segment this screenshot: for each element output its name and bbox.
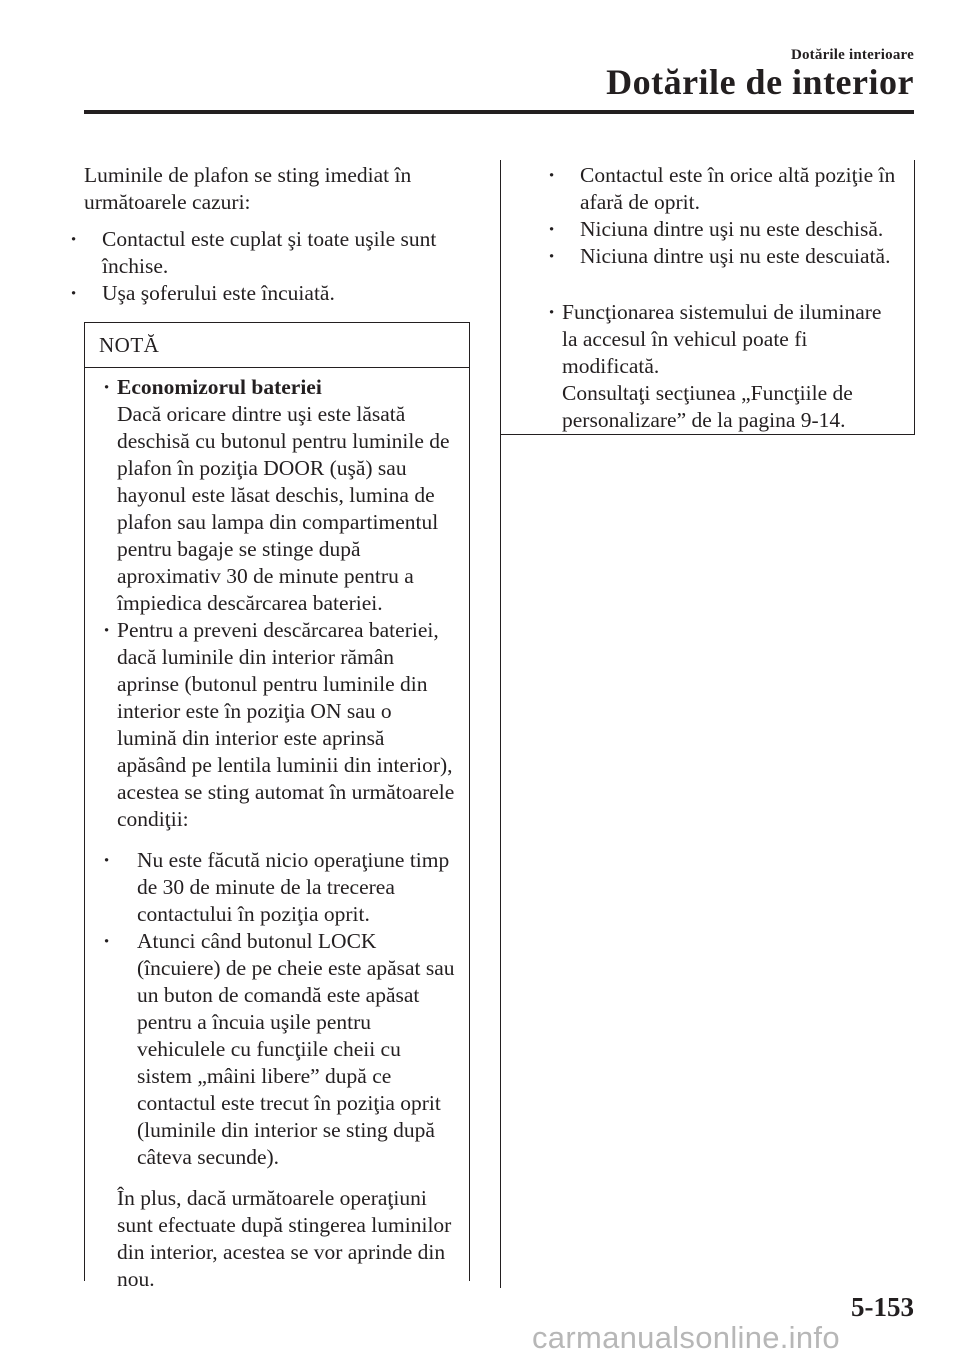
note-sub-item: · Contactul este în orice altă poziţie în afară de oprit. bbox=[562, 162, 902, 216]
list-item: · Contactul este cuplat şi toate uşile sunt închise. bbox=[84, 226, 474, 280]
right-sub-list bbox=[562, 162, 902, 270]
note-sub-item: · Atunci când butonul LOCK (încuiere) de pe cheie este apăsat sau un buton de comandă este apăsat pentru a încuia uşile pentru vehiculele cu funcţiile cheii cu sistem „mâini libere” după ce contactul este trecut în poziţia oprit (luminile din interior se sting după câteva secunde). bbox=[117, 928, 455, 1171]
note-continuation: În plus, dacă următoarele operaţiuni sunt efectuate după stingerea luminilor din interior, acestea se vor aprinde din nou. bbox=[117, 1186, 452, 1291]
note-box bbox=[84, 322, 470, 1291]
page-number: 5-153 bbox=[851, 1292, 914, 1322]
note-continuation-box bbox=[500, 160, 915, 435]
note-item-text: · Funcţionarea sistemului de iluminare la accesul în vehicul poate fi modificată. bbox=[562, 299, 902, 380]
section-subtitle: Dotările interioare bbox=[790, 47, 914, 63]
note-sub-item: · Niciuna dintre uşi nu este deschisă. bbox=[562, 216, 902, 243]
note-sub-item: · Nu este făcută nicio operaţiune timp de 30 de minute de la trecerea contactului în poziţia oprit. bbox=[117, 847, 455, 928]
note-heading: NOTĂ bbox=[85, 323, 469, 368]
watermark: carmanualsonline.info bbox=[532, 1320, 840, 1355]
left-column bbox=[84, 162, 474, 307]
note-sub-item: · Niciuna dintre uşi nu este descuiată. bbox=[562, 243, 902, 270]
note-item-text: · Pentru a preveni descărcarea bateriei, dacă luminile din interior rămân aprinse (butonul pentru luminile din interior este în poziţia ON sau o lumină din interior este aprinsă apăsând pe lentila luminii din interior), acestea se sting automat în următoarele condiţii: bbox=[117, 617, 455, 833]
list-item: · Uşa şoferului este încuiată. bbox=[84, 280, 474, 307]
note-item-text: Dacă oricare dintre uşi este lăsată deschisă cu butonul pentru luminile de plafon în poziţia DOOR (uşă) sau hayonul este lăsat deschis, lumina de plafon sau lampa din compartimentul pentru bagaje se stinge după aproximativ 30 de minute pentru a împiedica descărcarea bateriei. bbox=[117, 402, 450, 615]
note-item-text: Consultaţi secţiunea „Funcţiile de personalizare” de la pagina 9-14. bbox=[562, 381, 853, 432]
header-rule bbox=[84, 110, 914, 114]
right-bullet bbox=[562, 299, 902, 434]
note-body bbox=[85, 368, 469, 1293]
intro-paragraph: Luminile de plafon se sting imediat în următoarele cazuri: bbox=[84, 163, 412, 214]
page-title: Dotările de interior bbox=[606, 62, 914, 102]
note-item-title: · Economizorul bateriei bbox=[117, 374, 455, 401]
